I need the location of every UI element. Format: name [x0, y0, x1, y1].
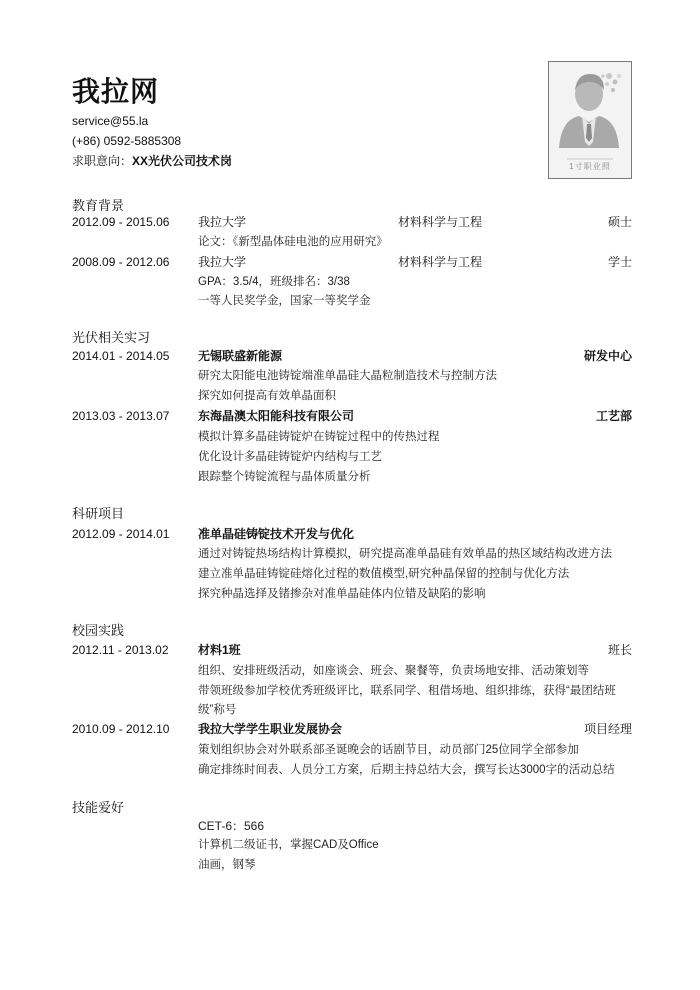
entry-detail: 跟踪整个铸锭流程与晶体质量分析	[198, 471, 371, 483]
entry-detail: 探究如何提高有效单晶面积	[198, 390, 336, 402]
entry-role: 项目经理	[583, 722, 632, 736]
entry-detail: 级”称号	[198, 704, 237, 716]
entry-degree: 硕士	[607, 215, 632, 229]
objective-value: XX光伏公司技术岗	[132, 154, 233, 168]
entry-detail: 一等人民奖学金，国家一等奖学金	[198, 295, 371, 307]
entry-detail: 研究太阳能电池铸锭端准单晶硅大晶粒制造技术与控制方法	[198, 370, 497, 382]
entry-date: 2012.11 - 2013.02	[72, 643, 169, 657]
entry-date: 2014.01 - 2014.05	[72, 349, 170, 363]
entry-detail: 建立准单晶硅铸锭硅熔化过程的数值模型,研究种晶保留的控制与优化方法	[198, 568, 570, 580]
entry-date: 2013.03 - 2013.07	[72, 409, 170, 423]
entry-detail: 优化设计多晶硅铸锭炉内结构与工艺	[198, 451, 382, 463]
entry-detail: 模拟计算多晶硅铸锭炉在铸锭过程中的传热过程	[198, 431, 440, 443]
entry-major: 材料科学与工程	[398, 215, 483, 229]
entry-role: 班长	[607, 643, 632, 657]
campus-entry	[72, 719, 632, 739]
entry-detail: 通过对铸锭热场结构计算模拟，研究提高准单晶硅有效单晶的热区域结构改进方法	[198, 548, 612, 560]
entry-organization: 我拉大学学生职业发展协会	[198, 722, 343, 736]
objective-label: 求职意向：	[72, 154, 133, 168]
campus-entry	[72, 640, 632, 660]
entry-detail: 论文：《新型晶体硅电池的应用研究》	[198, 236, 388, 248]
entry-detail: 组织、安排班级活动，如座谈会、班会、聚餐等，负责场地安排、活动策划等	[198, 665, 589, 677]
entry-date: 2010.09 - 2012.10	[72, 722, 170, 736]
entry-company: 东海晶澳太阳能科技有限公司	[198, 409, 355, 423]
profile-photo-placeholder	[548, 61, 632, 179]
section-title-skills: 技能爱好	[72, 800, 125, 815]
education-entry	[72, 252, 632, 272]
entry-department: 工艺部	[595, 409, 632, 423]
entry-date: 2012.09 - 2014.01	[72, 527, 170, 541]
entry-major: 材料科学与工程	[398, 255, 483, 269]
entry-school: 我拉大学	[198, 215, 247, 229]
education-entry	[72, 212, 632, 232]
photo-label: 1寸职业照	[569, 162, 611, 171]
skill-item: 计算机二级证书，掌握CAD及Office	[198, 839, 379, 851]
phone-text: (+86) 0592-5885308	[72, 134, 182, 148]
section-title-research: 科研项目	[72, 506, 125, 521]
job-objective	[72, 151, 232, 171]
entry-date: 2008.09 - 2012.06	[72, 255, 170, 269]
internship-entry	[72, 406, 632, 426]
skill-item: CET-6：566	[198, 819, 265, 833]
contact-info	[72, 111, 232, 171]
research-entry	[72, 524, 632, 544]
entry-company: 无锡联盛新能源	[198, 349, 283, 363]
section-title-education: 教育背景	[72, 198, 125, 213]
entry-degree: 学士	[607, 255, 632, 269]
entry-detail: GPA：3.5/4，班级排名：3/38	[198, 276, 350, 288]
entry-detail: 探究种晶选择及锗掺杂对准单晶硅体内位错及缺陷的影响	[198, 588, 486, 600]
internship-entry	[72, 346, 632, 366]
section-title-campus: 校园实践	[72, 623, 125, 638]
entry-date: 2012.09 - 2015.06	[72, 215, 170, 229]
section-title-internship: 光伏相关实习	[72, 330, 151, 345]
entry-detail: 带领班级参加学校优秀班级评比，联系同学、租借场地、组织排练，获得“最团结班	[198, 685, 616, 697]
skill-item: 油画，钢琴	[198, 859, 256, 871]
entry-school: 我拉大学	[198, 255, 247, 269]
entry-project: 准单晶硅铸锭技术开发与优化	[198, 527, 355, 541]
candidate-name: 我拉网	[72, 76, 160, 107]
entry-department: 研发中心	[583, 349, 632, 363]
entry-detail: 确定排练时间表、人员分工方案，后期主持总结大会，撰写长达3000字的活动总结	[198, 764, 615, 776]
entry-organization: 材料1班	[198, 643, 241, 657]
email-text: service@55.la	[72, 114, 149, 128]
entry-detail: 策划组织协会对外联系部圣诞晚会的话剧节目，动员部门25位同学全部参加	[198, 744, 579, 756]
